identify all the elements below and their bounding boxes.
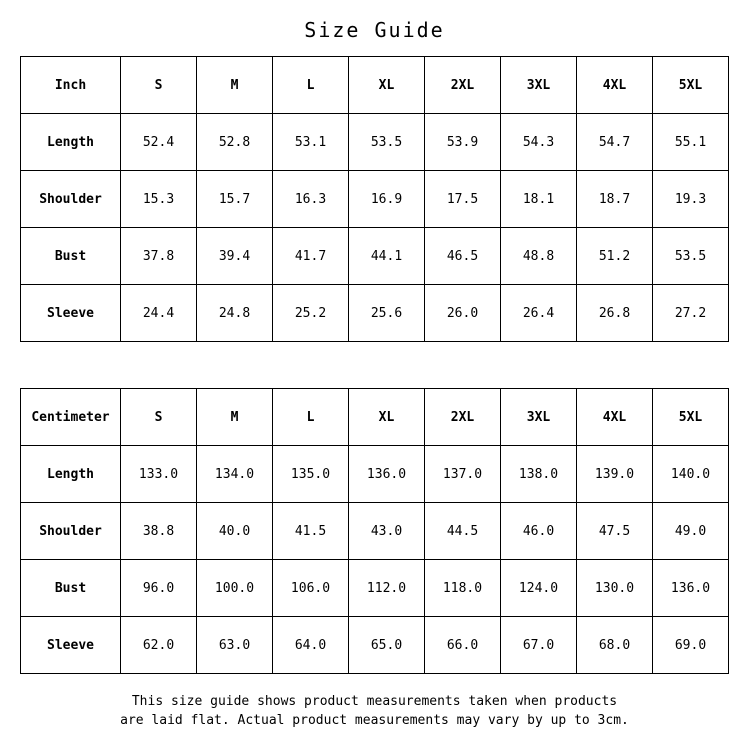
cell-sleeve-l: 25.2 xyxy=(273,285,349,342)
cell-bust-4xl: 51.2 xyxy=(577,228,653,285)
cell-shoulder-3xl: 46.0 xyxy=(501,503,577,560)
cell-sleeve-5xl: 27.2 xyxy=(653,285,729,342)
cell-shoulder-xl: 43.0 xyxy=(349,503,425,560)
size-header-m: M xyxy=(197,389,273,446)
table-header-row xyxy=(21,389,729,446)
cell-bust-xl: 112.0 xyxy=(349,560,425,617)
cell-bust-xl: 44.1 xyxy=(349,228,425,285)
row-label-bust: Bust xyxy=(21,228,121,285)
cell-length-l: 135.0 xyxy=(273,446,349,503)
row-label-shoulder: Shoulder xyxy=(21,503,121,560)
table-row xyxy=(21,228,729,285)
cell-bust-3xl: 124.0 xyxy=(501,560,577,617)
size-header-4xl: 4XL xyxy=(577,389,653,446)
cell-bust-s: 37.8 xyxy=(121,228,197,285)
cell-bust-4xl: 130.0 xyxy=(577,560,653,617)
cell-length-xl: 53.5 xyxy=(349,114,425,171)
table-row xyxy=(21,114,729,171)
footnote xyxy=(0,674,749,730)
cell-shoulder-5xl: 19.3 xyxy=(653,171,729,228)
page-title: Size Guide xyxy=(304,18,445,42)
cell-shoulder-m: 15.7 xyxy=(197,171,273,228)
cell-sleeve-4xl: 68.0 xyxy=(577,617,653,674)
cell-length-5xl: 55.1 xyxy=(653,114,729,171)
size-header-m: M xyxy=(197,57,273,114)
row-label-bust: Bust xyxy=(21,560,121,617)
cell-shoulder-s: 15.3 xyxy=(121,171,197,228)
cell-length-5xl: 140.0 xyxy=(653,446,729,503)
size-header-4xl: 4XL xyxy=(577,57,653,114)
cell-bust-2xl: 46.5 xyxy=(425,228,501,285)
cell-bust-m: 39.4 xyxy=(197,228,273,285)
cell-sleeve-5xl: 69.0 xyxy=(653,617,729,674)
cell-bust-s: 96.0 xyxy=(121,560,197,617)
row-label-length: Length xyxy=(21,446,121,503)
table-row xyxy=(21,617,729,674)
cell-shoulder-4xl: 18.7 xyxy=(577,171,653,228)
table-row xyxy=(21,503,729,560)
cell-sleeve-s: 24.4 xyxy=(121,285,197,342)
size-header-3xl: 3XL xyxy=(501,389,577,446)
table-separator xyxy=(0,342,749,388)
cell-shoulder-2xl: 44.5 xyxy=(425,503,501,560)
size-header-3xl: 3XL xyxy=(501,57,577,114)
size-table-inch xyxy=(20,56,729,342)
cell-length-l: 53.1 xyxy=(273,114,349,171)
size-header-2xl: 2XL xyxy=(425,57,501,114)
size-header-2xl: 2XL xyxy=(425,389,501,446)
cell-sleeve-4xl: 26.8 xyxy=(577,285,653,342)
cell-bust-2xl: 118.0 xyxy=(425,560,501,617)
cell-bust-5xl: 136.0 xyxy=(653,560,729,617)
cell-length-4xl: 54.7 xyxy=(577,114,653,171)
cell-bust-5xl: 53.5 xyxy=(653,228,729,285)
cell-shoulder-s: 38.8 xyxy=(121,503,197,560)
cell-length-s: 133.0 xyxy=(121,446,197,503)
cell-shoulder-l: 41.5 xyxy=(273,503,349,560)
cell-length-2xl: 137.0 xyxy=(425,446,501,503)
cell-length-m: 134.0 xyxy=(197,446,273,503)
size-header-5xl: 5XL xyxy=(653,57,729,114)
table-row xyxy=(21,171,729,228)
footnote-line-1: This size guide shows product measurements taken when products xyxy=(131,694,618,709)
size-header-s: S xyxy=(121,57,197,114)
cell-sleeve-xl: 65.0 xyxy=(349,617,425,674)
unit-header-inch: Inch xyxy=(21,57,121,114)
footnote-line-2: are laid flat. Actual product measurements may vary by up to 3cm. xyxy=(120,713,629,728)
cell-bust-m: 100.0 xyxy=(197,560,273,617)
size-header-l: L xyxy=(273,57,349,114)
cell-bust-l: 41.7 xyxy=(273,228,349,285)
row-label-sleeve: Sleeve xyxy=(21,617,121,674)
cell-length-s: 52.4 xyxy=(121,114,197,171)
cell-bust-3xl: 48.8 xyxy=(501,228,577,285)
cell-sleeve-s: 62.0 xyxy=(121,617,197,674)
cell-shoulder-m: 40.0 xyxy=(197,503,273,560)
size-header-l: L xyxy=(273,389,349,446)
cell-sleeve-2xl: 66.0 xyxy=(425,617,501,674)
cell-shoulder-2xl: 17.5 xyxy=(425,171,501,228)
cell-length-m: 52.8 xyxy=(197,114,273,171)
cell-shoulder-xl: 16.9 xyxy=(349,171,425,228)
row-label-shoulder: Shoulder xyxy=(21,171,121,228)
size-header-5xl: 5XL xyxy=(653,389,729,446)
cell-length-3xl: 138.0 xyxy=(501,446,577,503)
unit-header-centimeter: Centimeter xyxy=(21,389,121,446)
size-header-s: S xyxy=(121,389,197,446)
row-label-sleeve: Sleeve xyxy=(21,285,121,342)
cell-sleeve-l: 64.0 xyxy=(273,617,349,674)
size-header-xl: XL xyxy=(349,389,425,446)
size-table-centimeter xyxy=(20,388,729,674)
size-header-xl: XL xyxy=(349,57,425,114)
table-row xyxy=(21,285,729,342)
cell-sleeve-m: 63.0 xyxy=(197,617,273,674)
table-header-row xyxy=(21,57,729,114)
cell-shoulder-5xl: 49.0 xyxy=(653,503,729,560)
cell-sleeve-2xl: 26.0 xyxy=(425,285,501,342)
cell-length-3xl: 54.3 xyxy=(501,114,577,171)
cell-bust-l: 106.0 xyxy=(273,560,349,617)
table-row xyxy=(21,446,729,503)
cell-length-4xl: 139.0 xyxy=(577,446,653,503)
cell-length-2xl: 53.9 xyxy=(425,114,501,171)
cell-sleeve-m: 24.8 xyxy=(197,285,273,342)
table-row xyxy=(21,560,729,617)
cell-sleeve-3xl: 67.0 xyxy=(501,617,577,674)
cell-sleeve-xl: 25.6 xyxy=(349,285,425,342)
cell-sleeve-3xl: 26.4 xyxy=(501,285,577,342)
cell-shoulder-l: 16.3 xyxy=(273,171,349,228)
row-label-length: Length xyxy=(21,114,121,171)
cell-length-xl: 136.0 xyxy=(349,446,425,503)
cell-shoulder-4xl: 47.5 xyxy=(577,503,653,560)
cell-shoulder-3xl: 18.1 xyxy=(501,171,577,228)
